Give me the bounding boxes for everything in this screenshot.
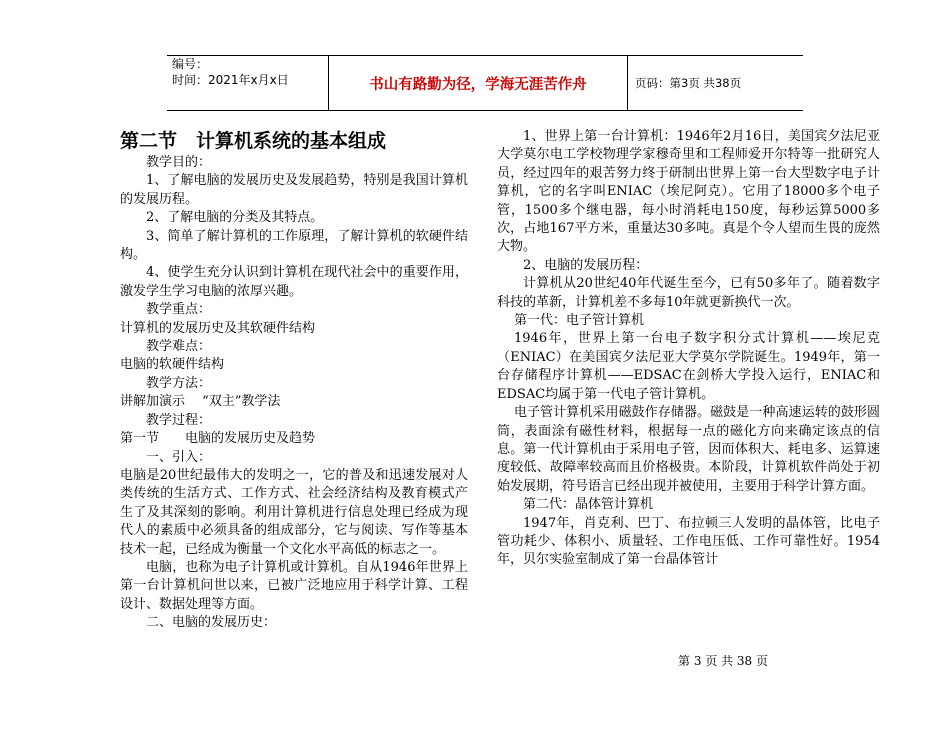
paragraph: 计算机从20世纪40年代诞生至今，已有50多年了。随着数字科技的革新，计算机差不多每10年就更新换代一次。 — [497, 276, 880, 310]
right-column — [497, 128, 880, 570]
time-label: 时间：2021年x月x日 — [172, 73, 289, 87]
paragraph: 电脑的软硬件结构 — [120, 357, 225, 373]
paragraph: 教学目的： — [146, 155, 212, 170]
paragraph: 教学过程： — [146, 412, 212, 428]
header-page-info: 页码：第3页 共38页 — [635, 76, 742, 90]
paragraph: 2、电脑的发展历程： — [523, 257, 649, 273]
paragraph: 教学难点： — [146, 339, 212, 355]
paragraph: 1947年，肖克利、巴丁、布拉顿三人发明的晶体管，比电子管功耗少、体积小、质量轻、工作电压低、工作可靠性好。1954年，贝尔实验室制成了第一台晶体管计 — [497, 515, 880, 568]
paragraph: 1、了解电脑的发展历史及发展趋势，特别是我国计算机的发展历程。 — [120, 173, 468, 207]
section-title: 第二节 计算机系统的基本组成 — [120, 130, 387, 152]
header-divider-right — [627, 56, 628, 110]
paragraph: 1、世界上第一台计算机：1946年2月16日，美国宾夕法尼亚大学莫尔电工学校物理学家穆奇里和工程师爱开尔特等一批研究人员，经过四年的艰苦努力终于研制出世界上第一台大型数字电子计算机，它的名字叫ENIAC（埃尼阿克）。它用了18000多个电子管，1500多个继电器，每小时消耗电150度，每秒运算5000多次，占地167平方米，重量达30多吨。真是个令人望而生畏的庞然大物。 — [497, 129, 880, 255]
paragraph: 第一节 电脑的发展历史及趋势 — [120, 431, 316, 447]
paragraph: 电脑是20世纪最伟大的发明之一，它的普及和迅速发展对人类传统的生活方式、工作方式、社会经济结构及教育模式产生了及其深刻的影响。利用计算机进行信息处理已经成为现代人的素质中必须具备的组成部分，它与阅读、写作等基本技术一起，已经成为衡量一个文化水平高低的标志之一。 — [120, 467, 468, 557]
header-divider-left — [328, 56, 329, 110]
paragraph: 2、了解电脑的分类及其特点。 — [146, 210, 324, 226]
left-column — [120, 128, 468, 633]
paragraph: 第一代：电子管计算机 — [514, 313, 645, 329]
header-bottom-rule — [167, 110, 803, 111]
header-meta — [172, 56, 327, 88]
header-motto: 书山有路勤为径，学海无涯苦作舟 — [369, 76, 587, 93]
paragraph: 计算机的发展历史及其软硬件结构 — [120, 320, 316, 336]
paragraph: 电子管计算机采用磁鼓作存储器。磁鼓是一种高速运转的鼓形圆筒，表面涂有磁性材料，根据每一点的磁化方向来确定该点的信息。第一代计算机由于采用电子管，因而体积大、耗电多、运算速度较低、故障率较高而且价格极贵。本阶段，计算机软件尚处于初始发展期，符号语言已经出现并被使用，主要用于科学计算方面。 — [497, 405, 880, 494]
page-footer: 第 3 页 共 38 页 — [678, 654, 768, 668]
paragraph: 教学重点： — [146, 302, 212, 318]
paragraph: 1946年，世界上第一台电子数字积分式计算机——埃尼克（ENIAC）在美国宾夕法尼亚大学莫尔学院诞生。1949年，第一台存储程序计算机——EDSAC在剑桥大学投入运行，ENIAC和EDSAC均属于第一代电子管计算机。 — [497, 331, 880, 402]
paragraph: 第二代：晶体管计算机 — [523, 497, 654, 513]
number-label: 编号： — [172, 57, 209, 71]
paragraph: 二、电脑的发展历史： — [146, 615, 277, 631]
paragraph: 3、简单了解计算机的工作原理，了解计算机的软硬件结构。 — [120, 228, 468, 263]
paragraph: 讲解加演示 “双主”教学法 — [120, 394, 281, 410]
paragraph: 4、使学生充分认识到计算机在现代社会中的重要作用，激发学生学习电脑的浓厚兴趣。 — [120, 265, 468, 299]
paragraph: 一、引入： — [146, 449, 212, 465]
paragraph: 教学方法： — [146, 375, 212, 391]
paragraph: 电脑，也称为电子计算机或计算机。自从1946年世界上第一台计算机问世以来，已被广泛地应用于科学计算、工程设计、数据处理等方面。 — [120, 559, 468, 612]
